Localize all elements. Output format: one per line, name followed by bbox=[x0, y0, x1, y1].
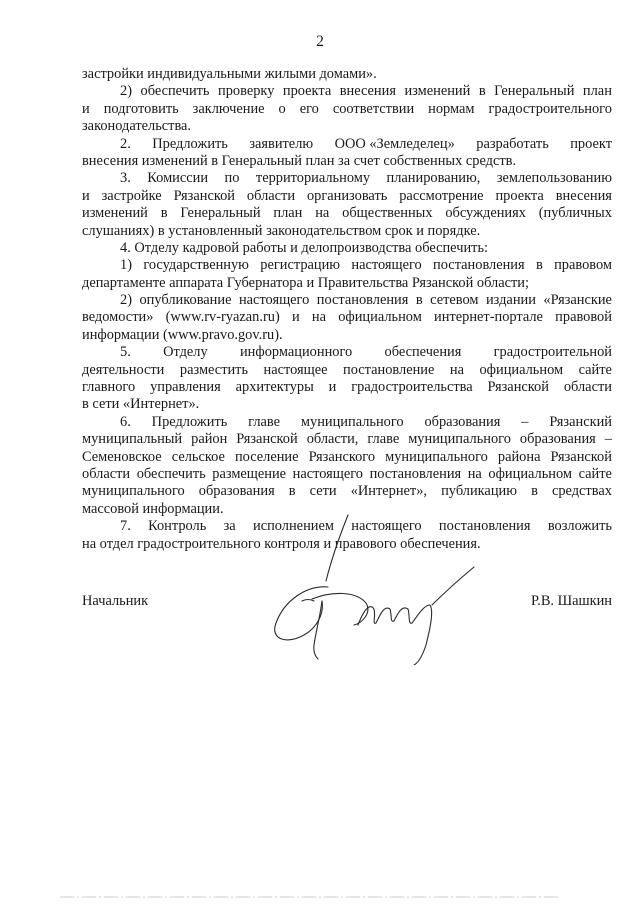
text-segment: управления bbox=[150, 379, 221, 396]
text-segment: постановления bbox=[433, 257, 525, 274]
page-number: 2 bbox=[316, 33, 324, 50]
text-segment: официальном bbox=[479, 361, 564, 378]
text-segment: в bbox=[415, 292, 423, 309]
text-line bbox=[82, 240, 612, 257]
text-segment: Предложить bbox=[151, 413, 228, 430]
text-segment: деятельности bbox=[82, 361, 165, 378]
text-line bbox=[82, 379, 612, 396]
text-segment: и bbox=[291, 309, 300, 326]
text-segment: обсуждениях bbox=[445, 205, 526, 222]
text-segment: землепользованию bbox=[496, 170, 612, 187]
text-line bbox=[82, 118, 612, 135]
text-segment: муниципального bbox=[300, 413, 404, 430]
text-line bbox=[82, 362, 612, 379]
text-segment: 1) bbox=[120, 257, 132, 274]
text-segment: заключение bbox=[192, 100, 265, 117]
text-line bbox=[82, 257, 612, 274]
text-segment: Предложить bbox=[152, 135, 228, 152]
text-segment: муниципального bbox=[408, 431, 511, 448]
text-segment: Генеральный bbox=[180, 205, 261, 222]
text-segment: Отделу bbox=[163, 344, 208, 361]
text-segment: план bbox=[582, 83, 612, 100]
text-segment: ООО «Земледелец» bbox=[334, 135, 455, 152]
text-segment: Рязанской bbox=[236, 431, 298, 448]
text-segment: Рязанской bbox=[550, 448, 612, 465]
text-segment: государственную bbox=[143, 257, 249, 274]
text-segment: о bbox=[278, 100, 286, 117]
text-segment: исполнением bbox=[253, 518, 334, 535]
text-segment: главе bbox=[248, 413, 281, 430]
text-segment: Рязанского bbox=[308, 448, 376, 465]
text-segment: за bbox=[223, 518, 236, 535]
text-segment: (www.rv-ryazan.ru) bbox=[165, 309, 280, 326]
text-segment: градостроительства bbox=[351, 379, 473, 396]
text-segment: постановления bbox=[369, 465, 462, 482]
text-line bbox=[82, 101, 612, 118]
text-segment: Комиссии bbox=[147, 170, 209, 187]
text-segment: изменений bbox=[82, 205, 148, 222]
text-segment: проверку bbox=[218, 83, 275, 100]
text-segment: главе bbox=[367, 431, 400, 448]
text-segment: застройки индивидуальными жилыми домами». bbox=[82, 66, 377, 82]
text-segment: заявителю bbox=[249, 135, 314, 152]
text-segment: слушаниях) в установленный законодательством срок и порядке. bbox=[82, 222, 481, 239]
text-segment: массовой информации. bbox=[82, 500, 224, 517]
text-segment: правовом bbox=[554, 257, 612, 274]
text-segment: сетевом bbox=[430, 292, 479, 309]
text-segment: нормам bbox=[428, 100, 475, 117]
text-segment: области bbox=[82, 465, 131, 482]
text-line bbox=[82, 205, 612, 222]
text-segment: и bbox=[82, 100, 90, 117]
text-line bbox=[82, 414, 612, 431]
text-line bbox=[82, 396, 612, 413]
text-line bbox=[82, 292, 612, 309]
text-segment: Рязанской bbox=[487, 379, 549, 396]
text-segment: Рязанский bbox=[549, 413, 612, 430]
text-segment: 2. bbox=[120, 135, 131, 152]
text-line bbox=[82, 153, 612, 170]
text-line bbox=[82, 66, 612, 83]
text-line bbox=[82, 170, 612, 187]
text-line bbox=[82, 223, 612, 240]
text-segment: 2) bbox=[120, 83, 132, 100]
text-segment: в сети «Интернет». bbox=[82, 396, 200, 413]
text-segment: по bbox=[224, 170, 240, 187]
text-segment: постановление bbox=[343, 361, 435, 378]
text-segment: правовой bbox=[555, 309, 612, 326]
text-segment: настоящего bbox=[292, 465, 363, 482]
text-line bbox=[82, 327, 612, 344]
text-segment: настоящего bbox=[351, 518, 422, 535]
text-segment: постановления bbox=[438, 518, 531, 535]
text-segment: 4. Отделу кадровой работы и делопроизводства обеспечить: bbox=[120, 239, 488, 256]
text-segment: сайте bbox=[578, 361, 612, 378]
text-segment: проекта bbox=[282, 83, 332, 100]
text-segment: настоящего bbox=[238, 292, 310, 309]
text-segment: на bbox=[449, 361, 464, 378]
text-segment: (публичных bbox=[538, 205, 612, 222]
text-segment: внесения bbox=[339, 83, 396, 100]
text-segment: территориальному bbox=[255, 170, 371, 187]
text-segment: постановления bbox=[316, 292, 409, 309]
text-segment: план bbox=[273, 205, 303, 222]
text-segment: на bbox=[467, 465, 482, 482]
text-segment: издании bbox=[485, 292, 536, 309]
text-segment: проекта bbox=[495, 187, 544, 204]
text-line bbox=[82, 309, 612, 326]
text-segment: обеспечить bbox=[136, 465, 206, 482]
text-segment: интернет-портале bbox=[434, 309, 543, 326]
text-segment: публикацию bbox=[441, 483, 517, 500]
text-segment: обеспечения bbox=[384, 344, 462, 361]
text-segment: 7. bbox=[120, 518, 131, 535]
text-segment: 3. bbox=[120, 170, 131, 187]
text-segment: разработать bbox=[476, 135, 549, 152]
text-segment: 6. bbox=[120, 413, 131, 430]
text-segment: и bbox=[82, 187, 90, 204]
text-line bbox=[82, 188, 612, 205]
text-segment: 5. bbox=[120, 344, 131, 361]
text-segment: района bbox=[497, 448, 541, 465]
text-segment: «Интернет», bbox=[350, 483, 428, 500]
text-segment: градостроительного bbox=[488, 100, 612, 117]
text-segment: – bbox=[604, 431, 612, 448]
text-line bbox=[82, 449, 612, 466]
text-line bbox=[82, 344, 612, 361]
text-segment: опубликование bbox=[139, 292, 232, 309]
text-segment: возложить bbox=[547, 518, 612, 535]
text-segment: организовать bbox=[306, 187, 388, 204]
text-segment: его bbox=[299, 100, 319, 117]
text-segment: проект bbox=[570, 135, 612, 152]
text-segment: Семеновское bbox=[82, 448, 162, 465]
text-segment: обеспечить bbox=[140, 83, 210, 100]
text-segment: регистрацию bbox=[260, 257, 341, 274]
text-segment: поселение bbox=[234, 448, 299, 465]
text-segment: на bbox=[311, 309, 326, 326]
text-segment: 2) bbox=[120, 292, 132, 309]
text-segment: соответствии bbox=[332, 100, 415, 117]
handwritten-signature bbox=[262, 505, 492, 665]
text-segment: образования bbox=[519, 431, 596, 448]
text-segment: сети bbox=[309, 483, 337, 500]
text-line bbox=[82, 136, 612, 153]
text-segment: области bbox=[246, 187, 296, 204]
text-segment: средствах bbox=[551, 483, 612, 500]
text-segment: образования bbox=[424, 413, 501, 430]
text-line bbox=[82, 431, 612, 448]
document-body bbox=[82, 66, 612, 553]
text-segment: на bbox=[315, 205, 330, 222]
text-line bbox=[82, 466, 612, 483]
text-segment: Контроль bbox=[148, 518, 207, 535]
text-segment: подготовить bbox=[103, 100, 179, 117]
text-segment: образования bbox=[198, 483, 275, 500]
text-segment: в bbox=[535, 257, 543, 274]
text-segment: информации (www.pravo.gov.ru). bbox=[82, 326, 283, 343]
text-segment: муниципального bbox=[82, 483, 185, 500]
text-segment: области, bbox=[306, 431, 359, 448]
text-segment: Генеральный bbox=[494, 83, 575, 100]
text-segment: сельское bbox=[171, 448, 225, 465]
text-segment: муниципального bbox=[385, 448, 488, 465]
text-segment: размещение bbox=[212, 465, 287, 482]
text-segment: общественных bbox=[342, 205, 433, 222]
text-segment: настоящее bbox=[263, 361, 328, 378]
text-segment: ведомости» bbox=[82, 309, 154, 326]
text-segment: информационного bbox=[239, 344, 353, 361]
text-segment: внесения bbox=[555, 187, 612, 204]
signatory-name: Р.В. Шашкин bbox=[531, 593, 612, 609]
text-segment: муниципальный bbox=[82, 431, 183, 448]
text-segment: департаменте аппарата Губернатора и Правительства Рязанской области; bbox=[82, 274, 529, 291]
text-segment: в bbox=[160, 205, 168, 222]
text-segment: планированию, bbox=[386, 170, 481, 187]
text-line bbox=[82, 483, 612, 500]
text-segment: главного bbox=[82, 379, 136, 396]
text-segment: настоящего bbox=[351, 257, 422, 274]
text-segment: район bbox=[191, 431, 228, 448]
text-segment: – bbox=[521, 413, 529, 430]
text-segment: и bbox=[328, 379, 337, 396]
text-segment: «Рязанские bbox=[543, 292, 612, 309]
text-segment: архитектуры bbox=[235, 379, 314, 396]
signatory-position: Начальник bbox=[82, 593, 149, 609]
text-segment: сайте bbox=[578, 465, 612, 482]
text-segment: изменений bbox=[404, 83, 471, 100]
page-bottom-edge bbox=[0, 895, 640, 905]
text-segment: на отдел градостроительного контроля и правового обеспечения. bbox=[82, 535, 481, 552]
text-segment: законодательства. bbox=[82, 118, 192, 135]
text-segment: в bbox=[288, 483, 296, 500]
text-segment: градостроительной bbox=[493, 344, 612, 361]
text-segment: рассмотрение bbox=[399, 187, 484, 204]
text-segment: области bbox=[563, 379, 612, 396]
text-segment: официальном bbox=[488, 465, 573, 482]
text-segment: застройке bbox=[101, 187, 162, 204]
text-segment: в bbox=[531, 483, 538, 500]
text-segment: разместить bbox=[179, 361, 249, 378]
text-segment: внесения изменений в Генеральный план за счет собственных средств. bbox=[82, 152, 517, 169]
text-segment: Рязанской bbox=[173, 187, 235, 204]
text-segment: в bbox=[478, 83, 486, 100]
text-line bbox=[82, 83, 612, 100]
text-line bbox=[82, 275, 612, 292]
text-segment: официальном bbox=[338, 309, 422, 326]
